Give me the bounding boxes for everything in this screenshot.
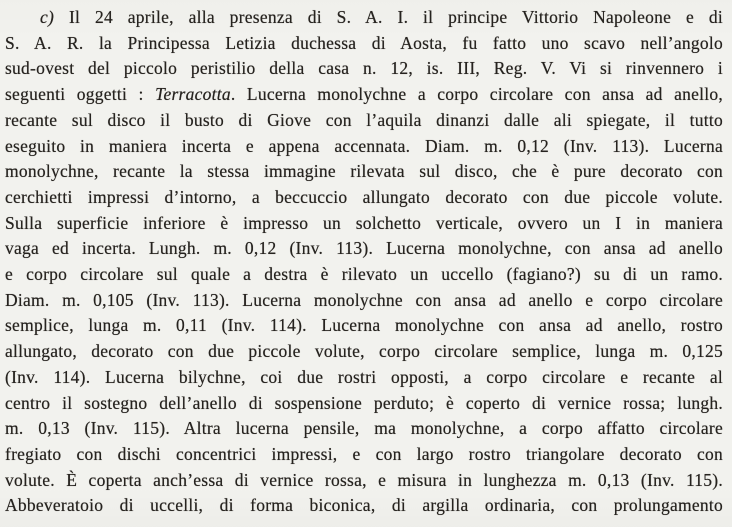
text-segment: allungato, decorato con due piccole volute, corpo circolare semplice, lunga m. 0,125 (5, 341, 723, 362)
text-line-1 (5, 5, 723, 31)
text-segment: vaga ed incerta. Lungh. m. 0,12 (Inv. 113). Lucerna monolychne, con ansa ad anello (5, 238, 723, 259)
text-line-16 (5, 391, 723, 417)
text-line-19 (5, 468, 723, 494)
text-line-20 (5, 493, 723, 519)
text-line-7 (5, 159, 723, 185)
text-line-14 (5, 339, 723, 365)
text-segment: eseguito in maniera incerta e appena accennata. Diam. m. 0,12 (Inv. 113). Lucerna (5, 135, 723, 156)
text-line-4 (5, 82, 723, 108)
text-line-6 (5, 134, 723, 160)
text-segment: recante sul disco il busto di Giove con l’aquila dinanzi dalle ali spiegate, il tutto (5, 109, 723, 130)
text-segment: . Lucerna monolychne a corpo circolare con ansa ad anello, (230, 84, 723, 105)
text-line-3 (5, 56, 723, 82)
text-line-8 (5, 185, 723, 211)
text-segment: cerchietti impressi d’intorno, a beccuccio allungato decorato con due piccole volute. (5, 186, 723, 207)
text-segment: Diam. m. 0,105 (Inv. 113). Lucerna monolychne con ansa ad anello e corpo circolare (5, 289, 723, 310)
italic-text-segment: c) (40, 7, 69, 27)
text-line-2 (5, 31, 723, 57)
text-line-17 (5, 416, 723, 442)
italic-text-segment: Terracotta (155, 84, 231, 105)
text-line-11 (5, 262, 723, 288)
text-segment: volute. È coperta anch’essa di vernice rossa, e misura in lunghezza m. 0,13 (Inv. 115). (5, 469, 723, 490)
text-segment: centro il sostegno dell’anello di sospensione perduto; è coperto di vernice rossa; lungh. (5, 392, 723, 413)
text-segment: semplice, lunga m. 0,11 (Inv. 114). Lucerna monolychne con ansa ad anello, rostro (5, 315, 723, 336)
text-line-15 (5, 365, 723, 391)
text-segment: m. 0,13 (Inv. 115). Altra lucerna pensile, ma monolychne, a corpo affatto circolare (5, 418, 723, 439)
text-line-9 (5, 211, 723, 237)
text-segment: (Inv. 114). Lucerna bilychne, coi due rostri opposti, a corpo circolare e recante al (5, 366, 723, 387)
text-line-5 (5, 108, 723, 134)
text-segment: monolychne, recante la stessa immagine rilevata sul disco, che è pure decorato con (5, 161, 723, 182)
text-segment: seguenti oggetti : (5, 84, 156, 105)
text-segment: e corpo circolare sul quale a destra è rilevato un uccello (fagiano?) su di un ramo. (5, 264, 723, 285)
text-segment: Abbeveratoio di uccelli, di forma biconica, di argilla ordinaria, con prolungamento (5, 495, 723, 516)
text-segment: Il 24 aprile, alla presenza di S. A. I. il principe Vittorio Napoleone e di (68, 7, 723, 27)
text-segment: Sulla superficie inferiore è impresso un solchetto verticale, ovvero un I in maniera (5, 212, 723, 233)
text-line-18 (5, 442, 723, 468)
excavation-report-paragraph (5, 5, 723, 519)
text-segment: S. A. R. la Principessa Letizia duchessa di Aosta, fu fatto uno scavo nell’angolo (5, 32, 723, 53)
text-line-13 (5, 313, 723, 339)
text-line-10 (5, 236, 723, 262)
text-line-12 (5, 288, 723, 314)
text-segment: sud-ovest del piccolo peristilio della casa n. 12, is. III, Reg. V. Vi si rinvennero i (5, 58, 723, 79)
text-segment: fregiato con dischi concentrici impressi, e con largo rostro triangolare decorato con (5, 443, 723, 464)
